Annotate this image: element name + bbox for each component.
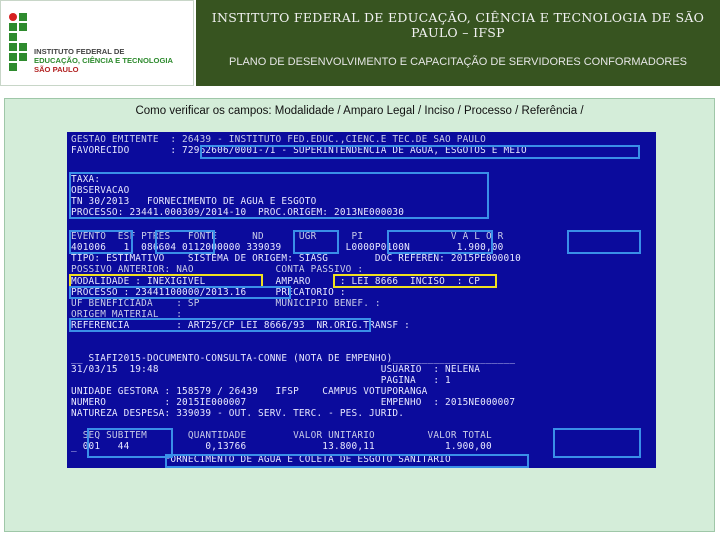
terminal-line: TN 30/2013 FORNECIMENTO DE AGUA E ESGOTO	[71, 196, 317, 207]
terminal-line: TIPO: ESTIMATIVO SISTEMA DE ORIGEM: SIASG DOC REFEREN: 2015PE000010	[71, 253, 522, 264]
siafi-terminal-screen	[67, 132, 656, 468]
terminal-line: GESTAO EMITENTE : 26439 - INSTITUTO FED.EDUC.,CIENC.E TEC.DE SAO PAULO	[71, 134, 486, 145]
terminal-line: 401006 1 086604 0112000000 339039 L0000P0100N 1.900,00	[71, 242, 504, 253]
logo-line-1: INSTITUTO FEDERAL DE	[34, 47, 125, 56]
instruction-caption: Como verificar os campos: Modalidade / Amparo Legal / Inciso / Processo / Referência /	[135, 105, 584, 117]
logo-line-2: EDUCAÇÃO, CIÊNCIA E TECNOLOGIA	[34, 56, 173, 65]
terminal-line: PROCESSO : 23441100000/2013.16 PRECATORIO :	[71, 287, 346, 298]
highlight-valor	[567, 230, 641, 254]
terminal-line: PROCESSO: 23441.000309/2014-10 PROC.ORIGEM: 2013NE000030	[71, 207, 405, 218]
page-subtitle: PLANO DE DESENVOLVIMENTO E CAPACITAÇÃO DE SERVIDORES CONFORMADORES	[228, 56, 687, 68]
terminal-line: FORNECIMENTO DE AGUA E COLETA DE ESGOTO SANITARIO	[71, 454, 451, 465]
terminal-line: MODALIDADE : INEXIGIVEL AMPARO : LEI 8666 INCISO : CP	[71, 276, 481, 287]
terminal-line: SEQ SUBITEM QUANTIDADE VALOR UNITARIO VALOR TOTAL	[71, 430, 492, 441]
terminal-line: NATUREZA DESPESA: 339039 - OUT. SERV. TERC. - PES. JURID.	[71, 408, 405, 419]
terminal-line: EVENTO ESF PTRES FONTE ND UGR PI V A L O R	[71, 231, 504, 242]
logo-mark-icon	[9, 13, 31, 79]
terminal-line: POSSIVO ANTERIOR: NAO CONTA PASSIVO :	[71, 264, 364, 275]
terminal-line: UNIDADE GESTORA : 158579 / 26439 IFSP CAMPUS VOTUPORANGA	[71, 386, 428, 397]
terminal-line: _ 001 44 0,13766 13.800,11 1.900,00	[71, 441, 492, 452]
terminal-line: PAGINA : 1	[71, 375, 451, 386]
terminal-line: REFERENCIA : ART25/CP LEI 8666/93 NR.ORIG.TRANSF :	[71, 320, 410, 331]
terminal-line: NUMERO : 2015IE000007 EMPENHO : 2015NE000007	[71, 397, 516, 408]
page-title: INSTITUTO FEDERAL DE EDUCAÇÃO, CIÊNCIA E TECNOLOGIA DE SÃO PAULO – IFSP	[211, 10, 705, 40]
highlight-valor-total	[553, 428, 641, 458]
logo-line-3: SÃO PAULO	[34, 65, 79, 74]
content-panel	[4, 98, 715, 532]
terminal-line: TAXA:	[71, 174, 101, 185]
header-band	[196, 0, 720, 86]
ifsp-logo	[0, 0, 194, 86]
terminal-line: __ SIAFI2015-DOCUMENTO-CONSULTA-CONNE (NOTA DE EMPENHO)_____________________	[71, 353, 516, 364]
terminal-line: ORIGEM MATERIAL :	[71, 309, 183, 320]
terminal-line: UF BENEFICIADA : SP MUNICIPIO BENEF. :	[71, 298, 381, 309]
logo-text	[34, 47, 173, 74]
terminal-line: OBSERVACAO	[71, 185, 130, 196]
terminal-line: FAVORECIDO : 72962606/0001-71 - SUPERINTENDENCIA DE AGUA, ESGOTOS E MEIO	[71, 145, 527, 156]
terminal-line: 31/03/15 19:48 USUARIO : NELENA	[71, 364, 481, 375]
